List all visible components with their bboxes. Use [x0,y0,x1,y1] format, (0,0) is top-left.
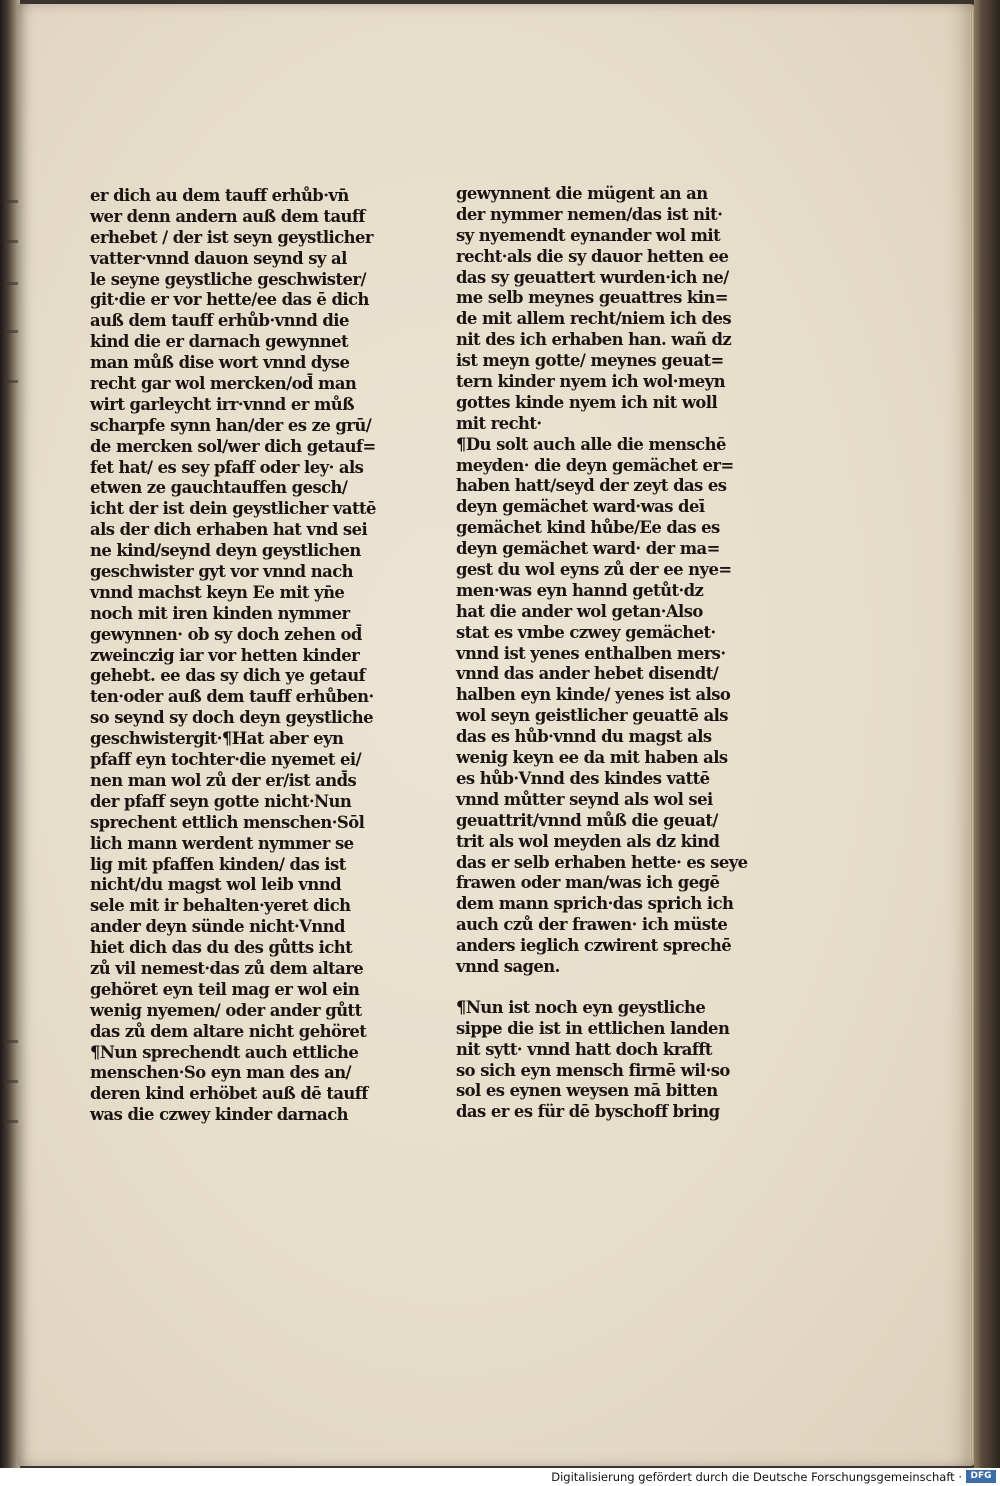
text-line: kind die er darnach gewynnet [90,332,349,352]
text-line: das er es für dē byschoff bring [456,1102,720,1122]
text-line: vnnd můtter seynd als wol sei [456,789,713,809]
text-column-left [90,186,390,1126]
text-line: er dich au dem tauff erhůb·vn̄ [90,186,349,205]
text-line: icht der ist dein geystlicher vattē [90,499,376,519]
text-line: zweinczig iar vor hetten kinder [90,645,360,665]
text-line: nicht/du magst wol leib vnnd [90,875,342,895]
text-line: sippe die ist in ettlichen landen [456,1018,730,1038]
text-line: geschwister gyt vor vnnd nach [90,562,353,582]
text-line: zů vil nemest·das zů dem altare [90,958,364,978]
text-line: wirt garleycht irr·vnnd er můß [90,394,355,414]
text-line: vatter·vnnd dauon seynd sy al [90,248,347,268]
text-line: deyn gemächet ward· der ma= [456,539,720,559]
text-line: so seynd sy doch deyn geystliche [90,708,374,728]
text-line: ¶Nun ist noch eyn geystliche [456,997,706,1017]
paragraph-gap [456,978,746,998]
text-line: fet hat/ es sey pfaff oder ley· als [90,457,364,477]
text-line: dem mann sprich·das sprich ich [456,894,734,914]
text-line: so sich eyn mensch firmē wil·so [456,1060,730,1080]
text-line: halben eyn kinde/ yenes ist also [456,685,731,705]
text-line: frawen oder man/was ich gegē [456,873,720,893]
footer-bar [0,1468,1000,1486]
text-line: erhebet / der ist seyn geystlicher [90,227,373,247]
text-line: de mercken sol/wer dich getauf= [90,436,376,456]
text-line: ten·oder auß dem tauff erhůben· [90,687,374,707]
text-line: auch czů der frawen· ich müste [456,915,728,935]
text-line: der nymmer nemen/das ist nit· [456,204,723,224]
text-line: sele mit ir behalten·yeret dich [90,896,351,916]
text-line: es hůb·Vnnd des kindes vattē [456,768,710,788]
text-line: der pfaff seyn gotte nicht·Nun [90,791,352,811]
text-line: das zů dem altare nicht gehöret [90,1021,367,1041]
text-line: git·die er vor hette/ee das ē dich [90,290,369,310]
text-line: scharpfe synn han/der es ze grū/ [90,415,372,435]
text-line: deyn gemächet ward·was deī [456,497,705,517]
text-line: das er selb erhaben hette· es seye [456,852,748,872]
text-line: gemächet kind hůbe/Ee das es [456,518,720,538]
facing-page-edge [0,0,20,1468]
text-line: de mit allem recht/niem ich des [456,309,732,329]
text-line: gewynnent die mügent an an [456,184,708,203]
text-line: was die czwey kinder darnach [90,1105,349,1125]
digitization-credit: Digitalisierung gefördert durch die Deutsche Forschungsgemeinschaft · [551,1470,962,1484]
text-line: ¶Du solt auch alle die menschē [456,434,726,454]
text-line: haben hatt/seyd der zeyt das es [456,476,727,496]
text-line: gewynnen· ob sy doch zehen od̄ [90,624,362,644]
text-line: das es hůb·vnnd du magst als [456,727,712,747]
text-line: noch mit iren kinden nymmer [90,603,350,623]
text-line: das sy geuattert wurden·ich ne/ [456,267,729,287]
text-line: auß dem tauff erhůb·vnnd die [90,311,349,331]
text-line: wenig nyemen/ oder ander gůtt [90,1000,362,1020]
text-line: le seyne geystliche geschwister/ [90,269,366,289]
dfg-logo-icon[interactable]: DFG [966,1470,996,1483]
text-line: vnnd ist yenes enthalben mers· [456,643,726,663]
text-line: sol es eynen weysen mā bitten [456,1081,718,1101]
text-line: wol seyn geistlicher geuattē als [456,706,728,726]
text-line: gest du wol eyns zů der ee nye= [456,560,732,580]
text-line: men·was eyn hannd getůt·dz [456,580,704,600]
text-line: pfaff eyn tochter·die nyemet ei/ [90,750,362,770]
text-line: menschen·So eyn man des an/ [90,1063,351,1083]
text-line: lig mit pfaffen kinden/ das ist [90,854,346,874]
text-line: sprechent ettlich menschen·Sōl [90,812,365,832]
text-line: nen man wol zů der er/ist and̄s [90,770,357,790]
text-line: nit des ich erhaben han. wañ dz [456,330,732,350]
text-line: ne kind/seynd deyn geystlichen [90,541,361,561]
text-line: lich mann werdent nymmer se [90,833,354,853]
text-line: recht gar wol mercken/od̄ man [90,374,357,394]
text-line: me selb meynes geuattres kin= [456,288,728,308]
text-line: sy nyemendt eynander wol mit [456,225,721,245]
text-line: nit sytt· vnnd hatt doch krafft [456,1039,712,1059]
text-line: vnnd machst keyn Ee mit yn̄e [90,582,345,602]
text-line: gottes kinde nyem ich nit woll [456,392,718,412]
text-line: hiet dich das du des gůtts icht [90,938,353,958]
text-line: als der dich erhaben hat vnd sei [90,520,368,540]
text-line: wer denn andern auß dem tauff [90,206,365,226]
text-line: trit als wol meyden als dz kind [456,831,720,851]
text-line: man můß dise wort vnnd dyse [90,353,350,373]
text-line: anders ieglich czwirent sprechē [456,936,732,956]
text-line: ist meyn gotte/ meynes geuat= [456,351,724,371]
text-line: geschwistergit·¶Hat aber eyn [90,729,344,749]
text-line: stat es vmbe czwey gemächet· [456,622,716,642]
text-column-right [456,184,746,1123]
text-line: tern kinder nyem ich wol·meyn [456,372,725,392]
text-line: ¶Nun sprechendt auch ettliche [90,1042,359,1062]
text-line: geuattrit/vnnd můß die geuat/ [456,810,718,830]
text-line: vnnd sagen. [456,956,560,976]
text-line: hat die ander wol getan·Also [456,601,703,621]
binding-edge [974,0,1000,1468]
text-line: meyden· die deyn gemächet er= [456,455,734,475]
text-line: wenig keyn ee da mit haben als [456,748,728,768]
text-line: etwen ze gauchtauffen gesch/ [90,478,348,498]
text-line: mit recht· [456,413,542,433]
text-line: gehöret eyn teil mag er wol ein [90,979,360,999]
text-line: recht·als die sy dauor hetten ee [456,246,729,266]
text-line: gehebt. ee das sy dich ye getauf [90,666,366,686]
text-line: deren kind erhöbet auß dē tauff [90,1084,368,1104]
text-line: vnnd das ander hebet disendt/ [456,664,719,684]
text-line: ander deyn sünde nicht·Vnnd [90,917,345,937]
